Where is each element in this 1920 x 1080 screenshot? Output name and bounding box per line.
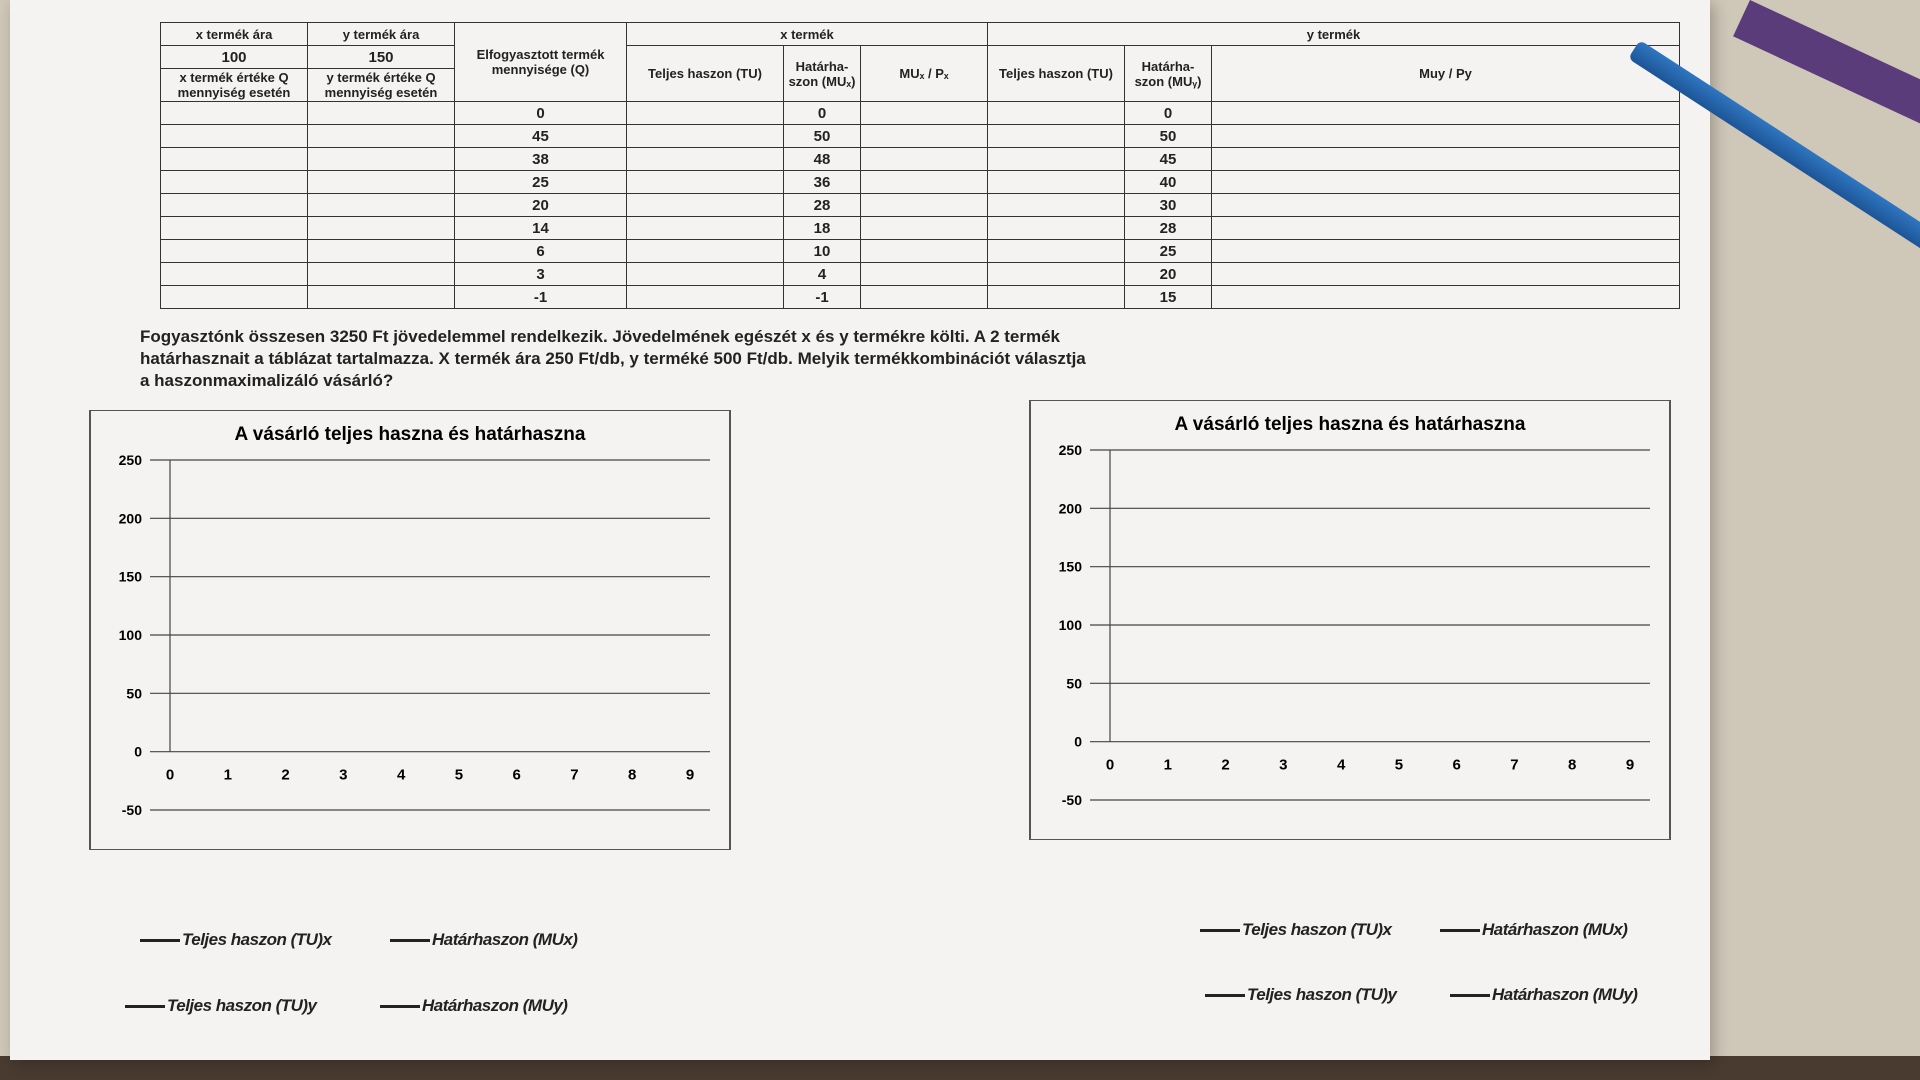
ratio-x-cell	[861, 194, 988, 217]
x-tick-label: 8	[1568, 756, 1577, 774]
q-cell: 6	[455, 240, 627, 263]
value-y-cell	[308, 263, 455, 286]
mu-x-cell: 28	[784, 194, 861, 217]
ratio-x-cell	[861, 171, 988, 194]
value-y-cell	[308, 148, 455, 171]
value-y-cell	[308, 217, 455, 240]
mu-y-cell: 40	[1125, 171, 1212, 194]
tu-y-cell	[988, 217, 1125, 240]
x-tick-label: 7	[570, 766, 579, 784]
y-tick-label: 200	[1058, 500, 1082, 517]
ratio-y-cell	[1212, 286, 1680, 309]
x-tick-label: 5	[454, 766, 464, 784]
table-row	[161, 286, 1680, 309]
value-x-cell	[161, 217, 308, 240]
q-column-header: Elfogyasztott termék mennyisége (Q)	[455, 23, 627, 102]
mu-x-cell: 4	[784, 263, 861, 286]
x-tick-label: 9	[1625, 756, 1635, 774]
price-x-label: x termék ára	[161, 23, 308, 46]
q-cell: 20	[455, 194, 627, 217]
tu-y-cell	[988, 194, 1125, 217]
tu-x-cell	[627, 286, 784, 309]
legend-mu-y-left: Határhaszon (MUy)	[380, 996, 567, 1016]
ratio-x-cell	[861, 240, 988, 263]
mu-y-header: Határha-szon (MUᵧ)	[1125, 46, 1212, 102]
x-tick-label: 4	[1336, 756, 1346, 774]
ratio-y-cell	[1212, 240, 1680, 263]
table-row	[161, 148, 1680, 171]
mu-y-cell: 30	[1125, 194, 1212, 217]
tu-y-cell	[988, 286, 1125, 309]
y-tick-label: 0	[1074, 733, 1082, 750]
mu-x-cell: 48	[784, 148, 861, 171]
legend-mu-x-right: Határhaszon (MUx)	[1440, 920, 1627, 940]
q-cell: -1	[455, 286, 627, 309]
tu-x-cell	[627, 102, 784, 125]
chart-svg	[70, 410, 750, 850]
tu-y-header: Teljes haszon (TU)	[988, 46, 1125, 102]
tu-y-cell	[988, 171, 1125, 194]
value-y-cell	[308, 240, 455, 263]
mu-y-cell: 0	[1125, 102, 1212, 125]
x-tick-label: 6	[1452, 756, 1461, 774]
tu-y-cell	[988, 240, 1125, 263]
ratio-y-cell	[1212, 102, 1680, 125]
mu-y-cell: 50	[1125, 125, 1212, 148]
y-tick-label: 150	[1058, 558, 1082, 575]
value-x-cell	[161, 240, 308, 263]
chart-title: A vásárló teljes haszna és határhaszna	[234, 424, 586, 445]
tu-y-cell	[988, 263, 1125, 286]
tu-x-cell	[627, 217, 784, 240]
q-cell: 0	[455, 102, 627, 125]
worksheet-paper	[10, 0, 1710, 1060]
ratio-y-header: Muy / Py	[1212, 46, 1680, 102]
tu-x-cell	[627, 148, 784, 171]
x-tick-label: 3	[339, 766, 348, 784]
ratio-x-cell	[861, 148, 988, 171]
mu-y-cell: 28	[1125, 217, 1212, 240]
table-row	[161, 125, 1680, 148]
x-tick-label: 3	[1279, 756, 1288, 774]
value-x-cell	[161, 171, 308, 194]
chart-left	[70, 410, 750, 850]
ratio-y-cell	[1212, 263, 1680, 286]
mu-x-cell: 50	[784, 125, 861, 148]
q-cell: 45	[455, 125, 627, 148]
ratio-y-cell	[1212, 125, 1680, 148]
value-x-cell	[161, 286, 308, 309]
mu-x-cell: 18	[784, 217, 861, 240]
value-x-cell	[161, 125, 308, 148]
question-line-2: határhasznait a táblázat tartalmazza. X termék ára 250 Ft/db, y terméké 500 Ft/db. Melyik termékkombinációt választja	[140, 349, 1086, 368]
value-x-cell	[161, 263, 308, 286]
mu-y-cell: 20	[1125, 263, 1212, 286]
utility-table	[160, 22, 1680, 309]
price-y-value: 150	[308, 46, 455, 69]
legend-mu-x-left: Határhaszon (MUx)	[390, 930, 577, 950]
y-tick-label: -50	[121, 802, 142, 818]
table-row	[161, 194, 1680, 217]
tu-x-header: Teljes haszon (TU)	[627, 46, 784, 102]
tu-x-cell	[627, 240, 784, 263]
value-x-label: x termék értéke Q mennyiség esetén	[161, 69, 308, 102]
tu-x-cell	[627, 194, 784, 217]
y-tick-label: 50	[126, 685, 142, 702]
tu-y-cell	[988, 125, 1125, 148]
mu-x-cell: -1	[784, 286, 861, 309]
legend-mu-y-right: Határhaszon (MUy)	[1450, 985, 1637, 1005]
y-tick-label: -50	[1061, 792, 1082, 808]
tu-x-cell	[627, 263, 784, 286]
x-tick-label: 5	[1394, 756, 1404, 774]
value-x-cell	[161, 148, 308, 171]
ratio-x-cell	[861, 286, 988, 309]
mu-y-cell: 25	[1125, 240, 1212, 263]
q-cell: 25	[455, 171, 627, 194]
x-tick-label: 7	[1510, 756, 1519, 774]
x-tick-label: 9	[685, 766, 695, 784]
tu-y-cell	[988, 102, 1125, 125]
ratio-y-cell	[1212, 171, 1680, 194]
table-row	[161, 217, 1680, 240]
ratio-x-cell	[861, 102, 988, 125]
question-line-3: a haszonmaximalizáló vásárló?	[140, 371, 394, 390]
legend-tu-y-left: Teljes haszon (TU)y	[125, 996, 317, 1016]
q-cell: 3	[455, 263, 627, 286]
q-cell: 38	[455, 148, 627, 171]
q-cell: 14	[455, 217, 627, 240]
x-tick-label: 1	[223, 766, 232, 784]
value-y-cell	[308, 194, 455, 217]
mu-x-cell: 10	[784, 240, 861, 263]
value-y-label: y termék értéke Q mennyiség esetén	[308, 69, 455, 102]
value-y-cell	[308, 286, 455, 309]
ratio-y-cell	[1212, 194, 1680, 217]
question-text	[140, 326, 1340, 392]
x-tick-label: 0	[1105, 756, 1115, 774]
ratio-y-cell	[1212, 148, 1680, 171]
mu-x-cell: 36	[784, 171, 861, 194]
chart-frame	[90, 410, 730, 850]
mu-y-cell: 45	[1125, 148, 1212, 171]
value-y-cell	[308, 125, 455, 148]
y-tick-label: 50	[1066, 675, 1082, 692]
y-tick-label: 200	[118, 510, 142, 527]
legend-tu-x-right: Teljes haszon (TU)x	[1200, 920, 1392, 940]
x-tick-label: 6	[512, 766, 521, 784]
price-x-value: 100	[161, 46, 308, 69]
ratio-x-header: MUₓ / Pₓ	[861, 46, 988, 102]
tu-x-cell	[627, 125, 784, 148]
y-tick-label: 250	[118, 452, 142, 468]
ratio-x-cell	[861, 217, 988, 240]
ratio-x-cell	[861, 263, 988, 286]
question-line-1: Fogyasztónk összesen 3250 Ft jövedelemmel rendelkezik. Jövedelmének egészét x és y termékre költi. A 2 termék	[140, 327, 1061, 346]
mu-x-cell: 0	[784, 102, 861, 125]
price-y-label: y termék ára	[308, 23, 455, 46]
chart-svg	[1010, 400, 1690, 840]
y-tick-label: 250	[1058, 442, 1082, 458]
y-tick-label: 100	[1058, 617, 1082, 633]
value-x-cell	[161, 194, 308, 217]
tu-y-cell	[988, 148, 1125, 171]
x-tick-label: 2	[1221, 756, 1230, 774]
chart-right	[1010, 400, 1690, 840]
x-tick-label: 0	[165, 766, 175, 784]
value-x-cell	[161, 102, 308, 125]
x-tick-label: 4	[396, 766, 406, 784]
table-row	[161, 240, 1680, 263]
ratio-x-cell	[861, 125, 988, 148]
chart-frame	[1030, 400, 1670, 840]
x-tick-label: 1	[1163, 756, 1172, 774]
value-y-cell	[308, 171, 455, 194]
y-tick-label: 150	[118, 568, 142, 585]
mu-x-header: Határha-szon (MUₓ)	[784, 46, 861, 102]
table-row	[161, 102, 1680, 125]
table-row	[161, 171, 1680, 194]
legend-tu-y-right: Teljes haszon (TU)y	[1205, 985, 1397, 1005]
mu-y-cell: 15	[1125, 286, 1212, 309]
y-tick-label: 100	[118, 627, 142, 643]
x-tick-label: 8	[628, 766, 637, 784]
value-y-cell	[308, 102, 455, 125]
y-tick-label: 0	[134, 743, 142, 760]
table-row	[161, 263, 1680, 286]
legend-tu-x-left: Teljes haszon (TU)x	[140, 930, 332, 950]
x-group-header: x termék	[627, 23, 988, 46]
tu-x-cell	[627, 171, 784, 194]
y-group-header: y termék	[988, 23, 1680, 46]
ratio-y-cell	[1212, 217, 1680, 240]
chart-title: A vásárló teljes haszna és határhaszna	[1174, 414, 1526, 435]
x-tick-label: 2	[281, 766, 290, 784]
